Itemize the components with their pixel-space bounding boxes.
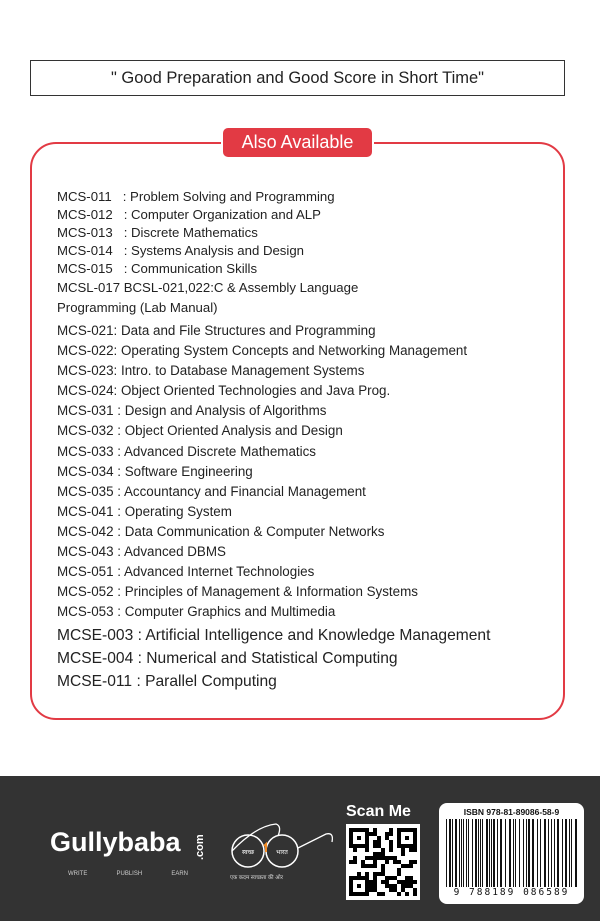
qr-code[interactable] [346,824,420,900]
isbn-number: 9 788189 086589 [453,887,570,898]
gullybaba-logo: Gullybaba [50,827,181,857]
also-available-badge: Also Available [221,126,374,159]
title-item: MCS-023: Intro. to Database Management Systems [57,363,365,379]
title-item: MCS-021: Data and File Structures and Programming [57,323,376,338]
slogan: PUBLISH [116,871,143,877]
title-item: MCS-052 : Principles of Management & Information Systems [57,584,418,600]
title-item: MCS-014 : Systems Analysis and Design [57,243,305,258]
footer [0,776,600,921]
title-item: Programming (Lab Manual) [57,300,218,315]
title-item: MCS-031 : Design and Analysis of Algorithms [57,403,327,419]
slogans [68,871,188,877]
slogan: WRITE [68,871,88,877]
title-list [57,188,547,693]
isbn-barcode [439,803,584,904]
swachh-bharat-glasses-icon [226,816,338,872]
title-item: MCS-042 : Data Communication & Computer Networks [57,523,385,539]
title-item: MCSE-011 : Parallel Computing [57,673,277,691]
title-item: MCS-032 : Object Oriented Analysis and Design [57,423,343,439]
title-item: MCS-013 : Discrete Mathematics [57,225,258,240]
title-item: MCS-041 : Operating System [57,503,232,519]
title-item: MCSE-004 : Numerical and Statistical Computing [57,650,398,668]
title-item: MCSE-003 : Artificial Intelligence and Knowledge Management [57,627,491,645]
tagline: " Good Preparation and Good Score in Short Time" [110,68,485,87]
title-item: MCS-034 : Software Engineering [57,463,253,479]
title-item: MCS-043 : Advanced DBMS [57,544,226,560]
swachh-right: भारत [276,850,288,856]
title-item: MCS-033 : Advanced Discrete Mathematics [57,443,316,459]
title-item: MCS-022: Operating System Concepts and Networking Management [57,343,468,359]
title-item: MCS-024: Object Oriented Technologies and Java Prog. [57,383,391,399]
logo-suffix: .com [194,834,206,860]
qr-code-icon [349,827,417,897]
scan-me-label: Scan Me [346,803,411,820]
title-item: MCS-011 : Problem Solving and Programming [57,189,335,204]
title-item: MCS-035 : Accountancy and Financial Management [57,483,366,499]
barcode-icon [444,819,579,887]
slogan: EARN [171,871,188,877]
isbn-label: ISBN 978-81-89086-58-9 [463,807,560,817]
swachh-caption: एक कदम स्वच्छता की ओर [230,875,283,881]
title-group-mcs-01x [57,188,547,318]
title-item: MCSL-017 BCSL-021,022:C & Assembly Language [57,280,359,295]
title-group-mcs-02x-05x [57,321,547,622]
title-item: MCS-053 : Computer Graphics and Multimedia [57,604,336,620]
title-item: MCS-015 : Communication Skills [57,261,258,276]
title-item: MCS-051 : Advanced Internet Technologies [57,564,315,580]
title-group-mcse [57,624,547,693]
title-item: MCS-012 : Computer Organization and ALP [57,207,321,222]
swachh-left: स्वच्छ [241,850,255,856]
tagline-box [30,60,565,96]
